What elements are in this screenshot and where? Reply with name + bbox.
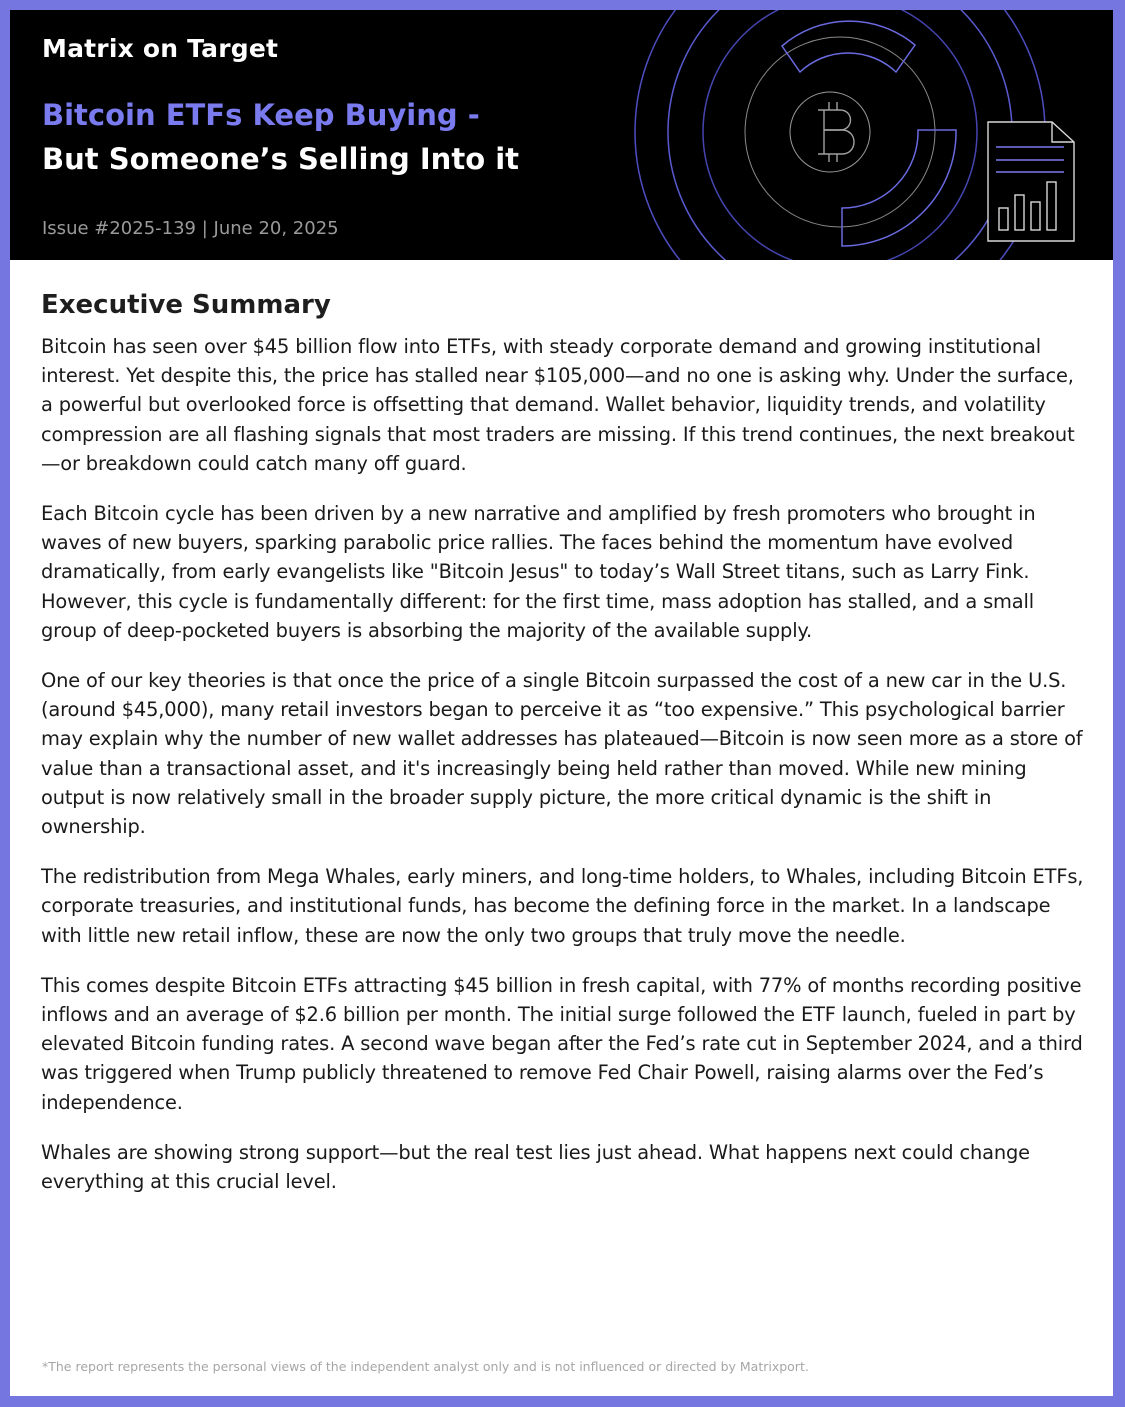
ring-segment-right [842,130,956,246]
summary-paragraph-2: Each Bitcoin cycle has been driven by a new narrative and amplified by fresh promoters who brought in waves of new buyers, sparking parabolic price rallies. The faces behind the momentum have evolved dramatically, from early evangelists like "Bitcoin Jesus" to today’s Wall Street titans, such as Larry Fink. However, this cycle is fundamentally different: for the first time, mass adoption has stalled, and a small group of deep-pocketed buyers is absorbing the majority of the available supply. [41,502,1036,642]
summary-paragraph-3: One of our key theories is that once the price of a single Bitcoin surpassed the cost of a new car in the U.S. (around $45,000), many retail investors began to perceive it as “too expensive.” This psychological barrier may explain why the number of new wallet addresses has plateaued—Bitcoin is now seen more as a store of value than a transactional asset, and it's increasingly being held rather than moved. While new mining output is now relatively small in the broader supply picture, the more critical dynamic is the shift in ownership. [41,669,1083,839]
executive-summary [41,290,1091,1217]
outer-ring-1 [635,10,1045,260]
outer-ring-3 [703,10,977,260]
section-heading: Executive Summary [41,290,331,320]
bitcoin-icon [818,102,854,162]
outer-ring-2 [668,10,1012,260]
summary-paragraph-5: This comes despite Bitcoin ETFs attracting $45 billion in fresh capital, with 77% of months recording positive inflows and an average of $2.6 billion per month. The initial surge followed the ETF launch, fueled in part by elevated Bitcoin funding rates. A second wave began after the Fed’s rate cut in September 2024, and a third was triggered when Trump publicly threatened to remove Fed Chair Powell, raising alarms over the Fed’s independence. [41,973,1083,1114]
summary-paragraph-4: The redistribution from Mega Whales, early miners, and long-time holders, to Whales, including Bitcoin ETFs, corporate treasuries, and institutional funds, has become the defining force in the market. In a landscape with little new retail inflow, these are now the only two groups that truly move the needle. [41,865,1084,947]
disclaimer-footnote: *The report represents the personal views of the independent analyst only and is not influenced or directed by Matrixport. [42,1359,809,1374]
report-header [10,10,1113,260]
report-chart-icon [988,122,1074,241]
report-title-line-1: Bitcoin ETFs Keep Buying - [42,98,480,132]
report-page [10,10,1113,1396]
issue-info: Issue #2025-139 | June 20, 2025 [42,218,339,239]
brand-name: Matrix on Target [42,34,279,63]
inner-circle [790,92,870,172]
summary-paragraph-1: Bitcoin has seen over $45 billion flow into ETFs, with steady corporate demand and growing institutional interest. Yet despite this, the price has stalled near $105,000—and no one is asking why. Under the surface, a powerful but overlooked force is offsetting that demand. Wallet behavior, liquidity trends, and volatility compression are all flashing signals that most traders are missing. If this trend continues, the next breakout—or breakdown could catch many off guard. [41,335,1075,475]
gray-ring [745,37,935,227]
ring-segment-top [782,21,915,72]
summary-paragraph-6: Whales are showing strong support—but the real test lies just ahead. What happens next could change everything at this crucial level. [41,1140,1030,1194]
report-title-line-2: But Someone’s Selling Into it [42,142,520,176]
